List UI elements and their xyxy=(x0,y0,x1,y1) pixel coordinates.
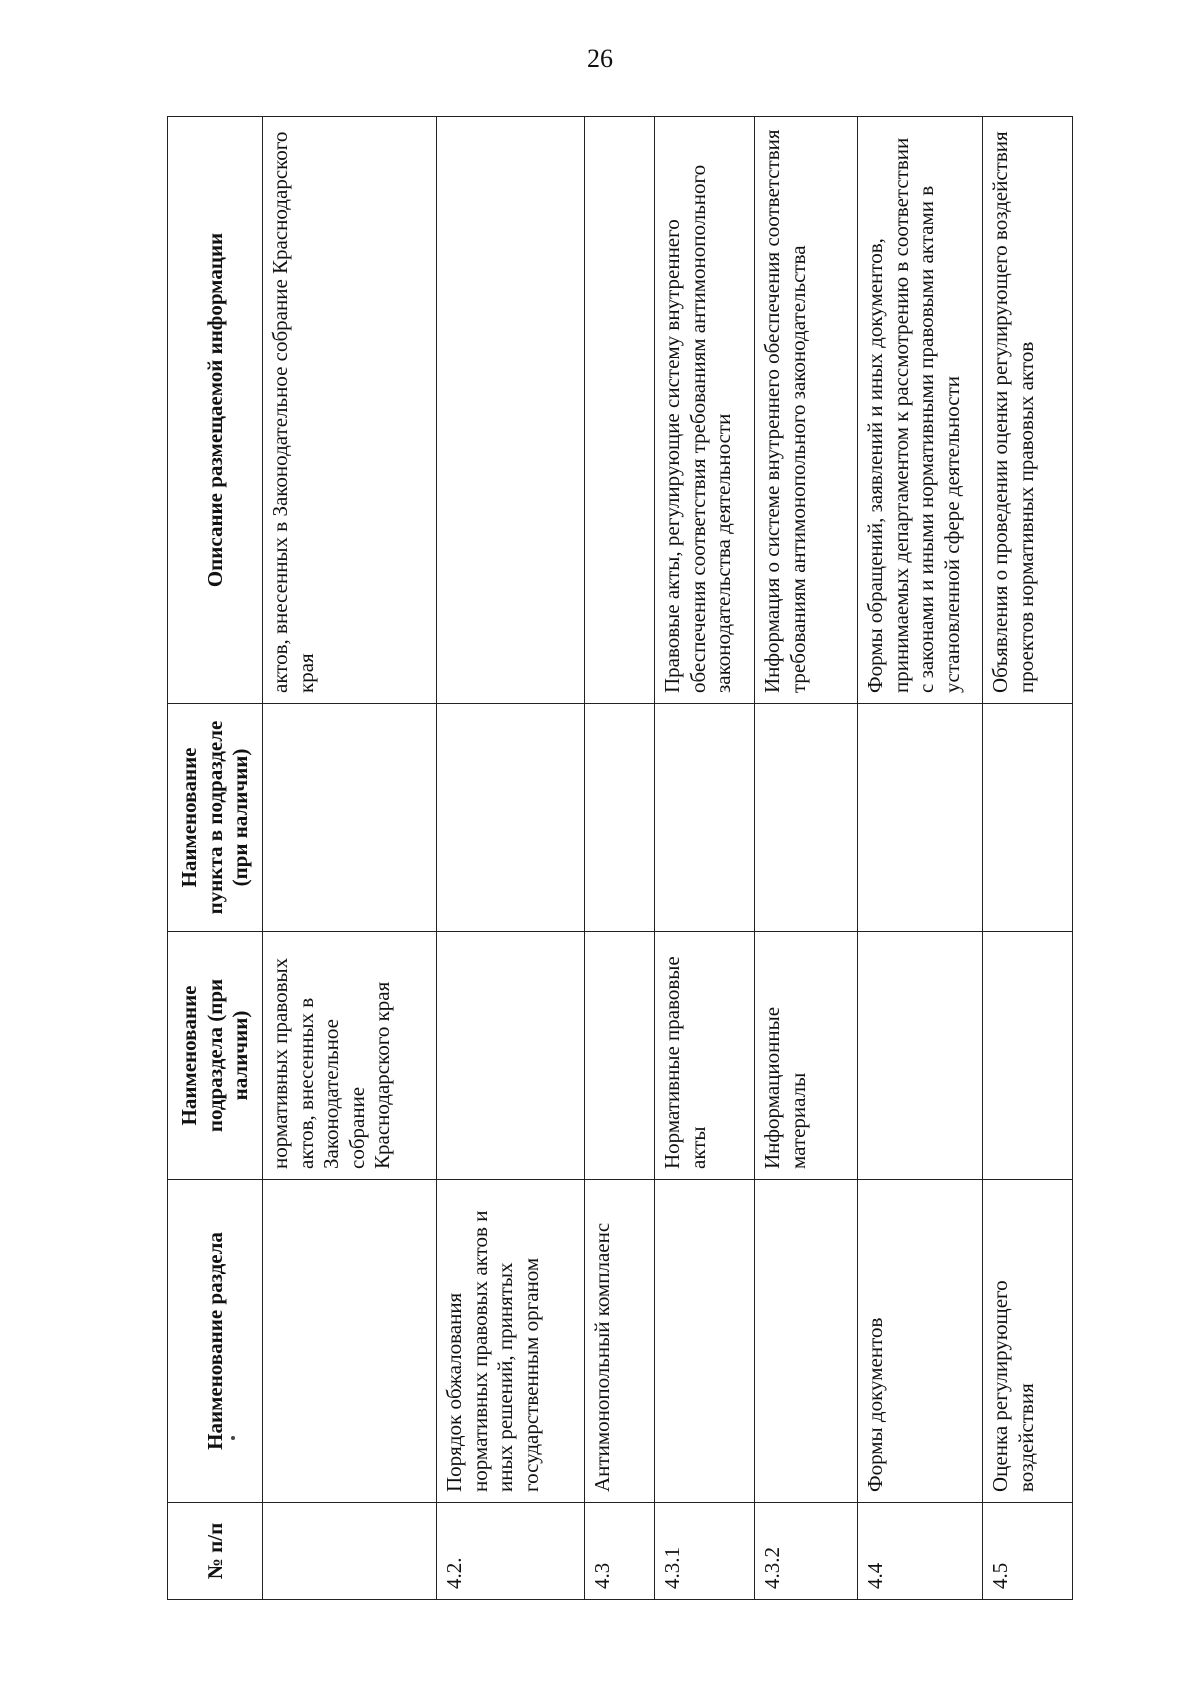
cell-section xyxy=(263,1180,437,1503)
cell-num: 4.2. xyxy=(437,1503,585,1600)
cell-num: 4.4 xyxy=(858,1503,983,1600)
header-row xyxy=(168,117,263,1600)
cell-item xyxy=(585,704,655,932)
cell-item xyxy=(437,704,585,932)
table-row xyxy=(585,117,655,1600)
cell-section: Порядок обжалования нормативных правовых актов и иных решений, принятых государственным органом xyxy=(437,1180,585,1503)
cell-num: 4.3 xyxy=(585,1503,655,1600)
cell-item xyxy=(858,704,983,932)
header-section: Наименование раздела xyxy=(168,1180,263,1503)
header-subsection: Наименование подраздела (при наличии) xyxy=(168,932,263,1180)
cell-description: Информация о системе внутреннего обеспечения соответствия требованиям антимонопольного законодательства xyxy=(755,117,858,704)
cell-subsection: нормативных правовых актов, внесенных в Законодательное собрание Краснодарского края xyxy=(263,932,437,1180)
cell-num: 4.3.2 xyxy=(755,1503,858,1600)
table-row xyxy=(755,117,858,1600)
table-row xyxy=(437,117,585,1600)
table-row xyxy=(858,117,983,1600)
rotated-table-container xyxy=(167,117,1072,1600)
table-row xyxy=(983,117,1073,1600)
table-row xyxy=(263,117,437,1600)
cell-section: Оценка регулирующего воздействия xyxy=(983,1180,1073,1503)
cell-section: Формы документов xyxy=(858,1180,983,1503)
cell-description xyxy=(437,117,585,704)
cell-item xyxy=(655,704,755,932)
cell-subsection: Информационные материалы xyxy=(755,932,858,1180)
table-row xyxy=(655,117,755,1600)
info-table xyxy=(167,116,1073,1600)
cell-description: Формы обращений, заявлений и иных документов, принимаемых департаментом к рассмотрению в соответствии с законами и иными нормативными правовыми актами в установленной сфере деятельности xyxy=(858,117,983,704)
cell-description: актов, внесенных в Законодательное собрание Краснодарского края xyxy=(263,117,437,704)
cell-section xyxy=(655,1180,755,1503)
cell-num: 4.3.1 xyxy=(655,1503,755,1600)
header-item: Наименование пункта в подразделе (при наличии) xyxy=(168,704,263,932)
cell-item xyxy=(983,704,1073,932)
cell-num: 4.5 xyxy=(983,1503,1073,1600)
cell-section xyxy=(755,1180,858,1503)
cell-subsection: Нормативные правовые акты xyxy=(655,932,755,1180)
cell-description: Объявления о проведении оценки регулирующего воздействия проектов нормативных правовых актов xyxy=(983,117,1073,704)
cell-section: Антимонопольный комплаенс xyxy=(585,1180,655,1503)
cell-item xyxy=(755,704,858,932)
cell-subsection xyxy=(437,932,585,1180)
header-num: № п/п xyxy=(168,1503,263,1600)
cell-description xyxy=(585,117,655,704)
cell-num xyxy=(263,1503,437,1600)
cell-subsection xyxy=(983,932,1073,1180)
cell-subsection xyxy=(585,932,655,1180)
page-number: 26 xyxy=(587,44,613,73)
cell-description: Правовые акты, регулирующие систему внутреннего обеспечения соответствия требованиям антимонопольного законодательства деятельности xyxy=(655,117,755,704)
header-description: Описание размещаемой информации xyxy=(168,117,263,704)
cell-subsection xyxy=(858,932,983,1180)
cell-item xyxy=(263,704,437,932)
